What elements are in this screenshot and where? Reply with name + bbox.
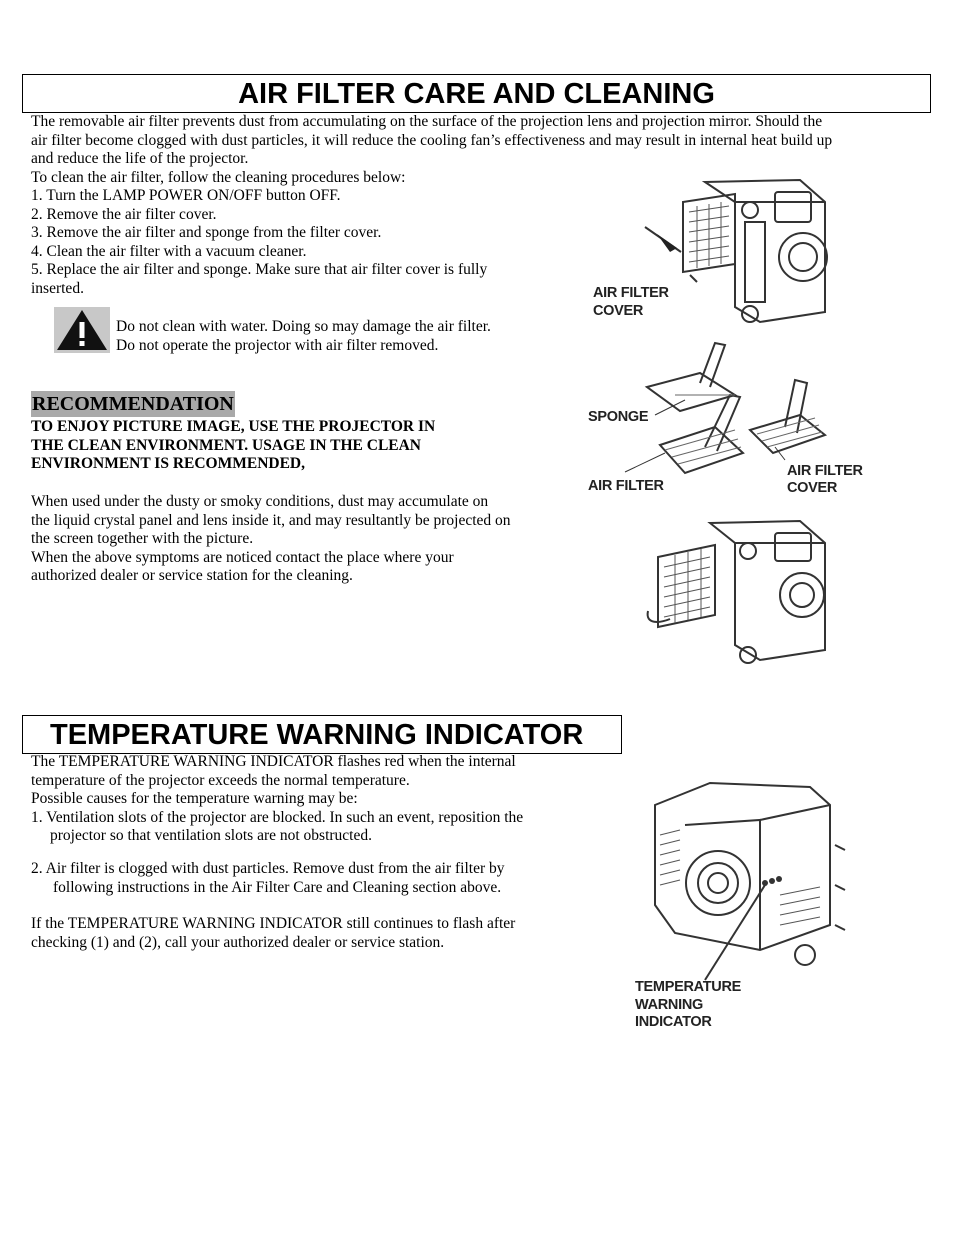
cause-2: 2. Air filter is clogged with dust particles. Remove dust from the air filter by xyxy=(31,860,505,877)
step-2: 2. Remove the air filter cover. xyxy=(31,205,217,223)
section-title-temperature-warning: TEMPERATURE WARNING INDICATOR xyxy=(22,715,622,754)
step-5: 5. Replace the air filter and sponge. Make sure that air filter cover is fully xyxy=(31,261,488,278)
figure-label-air-filter-cover-2b: COVER xyxy=(787,480,838,496)
projector-filter-cover-illustration xyxy=(585,172,845,332)
recommendation-line: the screen together with the picture. xyxy=(31,530,254,547)
temperature-line: Possible causes for the temperature warning may be: xyxy=(31,790,358,807)
step-1: 1. Turn the LAMP POWER ON/OFF button OFF. xyxy=(31,187,341,204)
filter-reinstall-illustration xyxy=(620,515,840,670)
cause-2-block xyxy=(31,860,505,897)
caution-line: Do not operate the projector with air filter removed. xyxy=(116,336,439,354)
temperature-intro xyxy=(31,753,523,846)
intro-line: To clean the air filter, follow the cleaning procedures below: xyxy=(31,168,406,186)
figure-label-indicator: INDICATOR xyxy=(635,1014,712,1030)
recommendation-bold-line: ENVIRONMENT IS RECOMMENDED, xyxy=(31,455,305,472)
step-4: 4. Clean the air filter with a vacuum cleaner. xyxy=(31,242,307,260)
recommendation-heading: RECOMMENDATION xyxy=(32,393,234,415)
warning-icon xyxy=(54,307,110,353)
section-title-air-filter: AIR FILTER CARE AND CLEANING xyxy=(22,74,931,113)
intro-line: and reduce the life of the projector. xyxy=(31,150,249,167)
step-5-cont: inserted. xyxy=(31,279,84,297)
recommendation-body xyxy=(31,493,511,586)
filter-cleaning-illustration xyxy=(585,335,885,505)
caution-line: Do not clean with water. Doing so may damage the air filter. xyxy=(116,318,491,335)
cause-1: 1. Ventilation slots of the projector are blocked. In such an event, reposition the xyxy=(31,808,524,826)
recommendation-bold-line: TO ENJOY PICTURE IMAGE, USE THE PROJECTOR IN xyxy=(31,418,436,435)
intro-line: The removable air filter prevents dust from accumulating on the surface of the projection lens and projection mirror. Should the xyxy=(31,113,823,130)
recommendation-line: When used under the dusty or smoky conditions, dust may accumulate on xyxy=(31,493,489,510)
figure-label-air-filter: AIR FILTER xyxy=(588,478,664,494)
temperature-line: The TEMPERATURE WARNING INDICATOR flashes red when the internal xyxy=(31,753,516,770)
figure-label-temperature: TEMPERATURE xyxy=(635,979,741,995)
figure-label-sponge: SPONGE xyxy=(588,409,649,425)
figure-label-air-filter-cover-1a: AIR FILTER xyxy=(593,285,669,301)
recommendation-line: When the above symptoms are noticed contact the place where your xyxy=(31,548,454,566)
recommendation-line: the liquid crystal panel and lens inside it, and may resultantly be projected on xyxy=(31,511,511,529)
projector-temperature-indicator-illustration xyxy=(630,775,855,1035)
figure-label-warning: WARNING xyxy=(635,997,703,1013)
temperature-line: temperature of the projector exceeds the normal temperature. xyxy=(31,771,410,789)
figure-label-air-filter-cover-2a: AIR FILTER xyxy=(787,463,863,479)
cause-1-cont: projector so that ventilation slots are not obstructed. xyxy=(50,827,372,844)
recommendation-bold-line: THE CLEAN ENVIRONMENT. USAGE IN THE CLEAN xyxy=(31,436,422,454)
step-3: 3. Remove the air filter and sponge from the filter cover. xyxy=(31,224,382,241)
caution-text xyxy=(116,318,491,355)
figure-label-air-filter-cover-1b: COVER xyxy=(593,303,644,319)
cause-2-cont: following instructions in the Air Filter Care and Cleaning section above. xyxy=(53,878,502,896)
recommendation-line: authorized dealer or service station for the cleaning. xyxy=(31,567,353,584)
closing-line: checking (1) and (2), call your authorized dealer or service station. xyxy=(31,933,445,951)
intro-line: air filter become clogged with dust particles, it will reduce the cooling fan’s effectiveness and may result in internal heat build up xyxy=(31,131,833,149)
closing-line: If the TEMPERATURE WARNING INDICATOR still continues to flash after xyxy=(31,915,516,932)
closing-paragraph xyxy=(31,915,515,952)
recommendation-bold xyxy=(31,418,435,474)
